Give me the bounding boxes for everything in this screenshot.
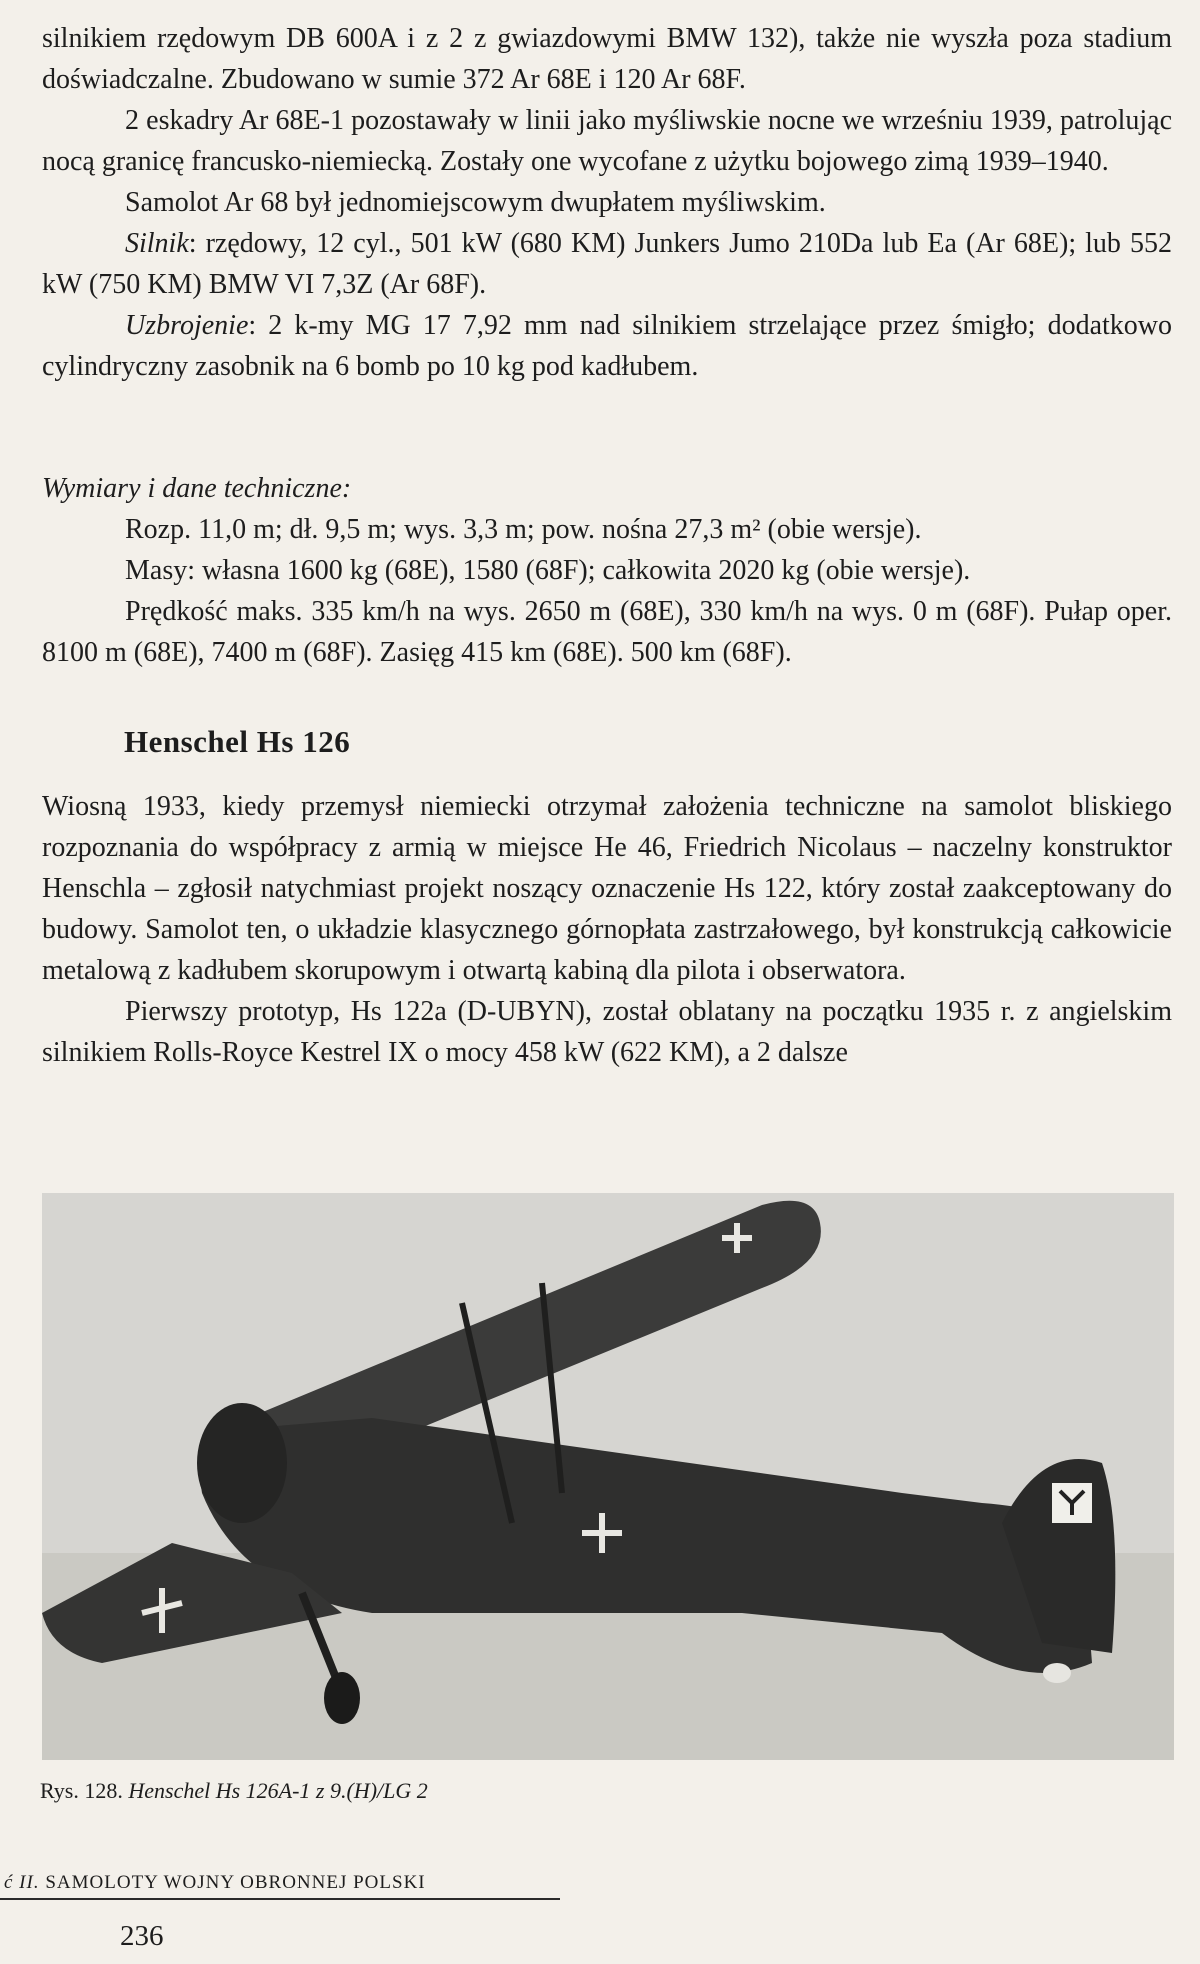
figure-caption <box>40 1778 428 1804</box>
section-paragraph-1: Wiosną 1933, kiedy przemysł niemiecki otrzymał założenia techniczne na samolot bliskiego rozpoznania do współpracy z armią w miejsce He 46, Friedrich Nicolaus – naczelny konstruktor Henschla – zgłosił natychmiast projekt noszący oznaczenie Hs 122, który został zaakceptowany do budowy. Samolot ten, o układzie klasycznego górnopłata zastrzałowego, był konstrukcją całkowicie metalową z kadłubem skorupowym i otwartą kabiną dla pilota i obserwatora. <box>42 791 1172 986</box>
intro-paragraph-2: 2 eskadry Ar 68E-1 pozostawały w linii jako myśliwskie nocne we wrześniu 1939, patrolując nocą granicę francusko-niemiecką. Zostały one wycofane z użytku bojowego zimą 1939–1940. <box>42 105 1172 177</box>
specs-masses: Masy: własna 1600 kg (68E), 1580 (68F); całkowita 2020 kg (obie wersje). <box>125 555 971 586</box>
intro-block <box>42 18 1172 387</box>
section-body <box>42 786 1172 1073</box>
armament-label: Uzbrojenie <box>125 310 249 341</box>
specs-block <box>42 468 1172 673</box>
armament-text: : 2 k-my MG 17 7,92 mm nad silnikiem strzelające przez śmigło; dodatkowo cylindryczny zasobnik na 6 bomb po 10 kg pod kadłubem. <box>42 310 1172 382</box>
specs-performance: Prędkość maks. 335 km/h na wys. 2650 m (68E), 330 km/h na wys. 0 m (68F). Pułap oper. 8100 m (68E), 7400 m (68F). Zasięg 415 km (68E). 500 km (68F). <box>42 596 1172 668</box>
specs-dimensions: Rozp. 11,0 m; dł. 9,5 m; wys. 3,3 m; pow. nośna 27,3 m² (obie wersje). <box>125 514 922 545</box>
intro-paragraph-1: silnikiem rzędowym DB 600A i z 2 z gwiazdowymi BMW 132), także nie wyszła poza stadium doświadczalne. Zbudowano w sumie 372 Ar 68E i 120 Ar 68F. <box>42 23 1172 95</box>
engine-text: : rzędowy, 12 cyl., 501 kW (680 KM) Junkers Jumo 210Da lub Ea (Ar 68E); lub 552 kW (750 KM) BMW VI 7,3Z (Ar 68F). <box>42 228 1172 300</box>
running-title: SAMOLOTY WOJNY OBRONNEJ POLSKI <box>45 1872 426 1893</box>
caption-prefix: Rys. 128. <box>40 1778 123 1803</box>
aircraft-illustration <box>42 1193 1174 1760</box>
engine-paragraph <box>42 223 1172 305</box>
page-number: 236 <box>120 1920 164 1952</box>
intro-paragraph-3: Samolot Ar 68 był jednomiejscowym dwupłatem myśliwskim. <box>125 187 826 218</box>
propeller-hub <box>197 1403 287 1523</box>
aircraft-photo <box>42 1193 1174 1760</box>
armament-paragraph <box>42 305 1172 387</box>
section-paragraph-2: Pierwszy prototyp, Hs 122a (D-UBYN), został oblatany na początku 1935 r. z angielskim silnikiem Rolls-Royce Kestrel IX o mocy 458 kW (622 KM), a 2 dalsze <box>42 996 1172 1068</box>
running-footer <box>0 1872 560 1900</box>
running-prefix: ć II. <box>4 1872 40 1893</box>
specs-heading: Wymiary i dane techniczne: <box>42 473 352 504</box>
caption-text: Henschel Hs 126A-1 z 9.(H)/LG 2 <box>128 1778 428 1803</box>
engine-label: Silnik <box>125 228 189 259</box>
section-title: Henschel Hs 126 <box>124 724 351 759</box>
